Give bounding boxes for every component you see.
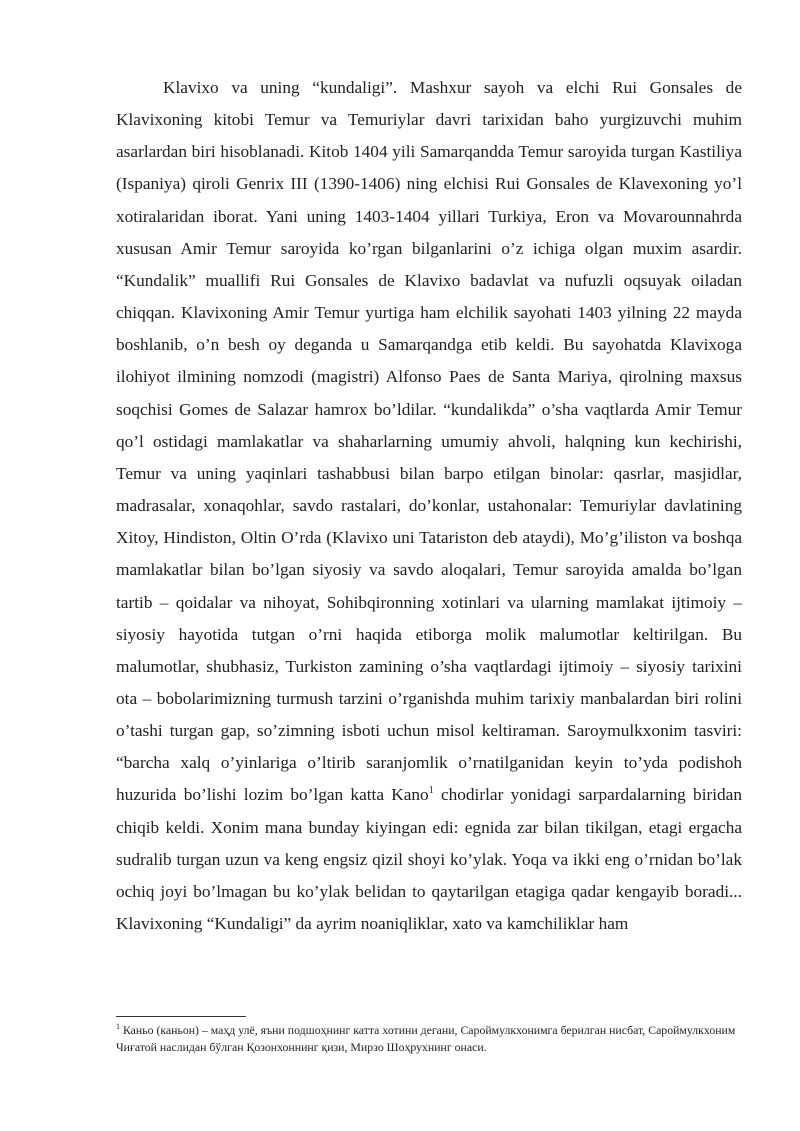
footnote-text: Каньо (каньон) – маҳд улё, яъни подшоҳнинг катта хотини дегани, Сароймулкхонимга берилган нисбат, Сароймулкхоним Чиғатой наслидан бўлган Қозонхоннинг қизи, Мирзо Шоҳрухнинг онаси. xyxy=(116,1023,736,1054)
paragraph-text-part-1: Klavixo va uning “kundaligi”. Mashxur sayoh va elchi Rui Gonsales de Klavixoning kitobi Temur va Temuriylar davri tarixidan baho yurgizuvchi muhim asarlardan biri hisoblanadi. Kitob 1404 yili Samarqandda Temur saroyida turgan Kastiliya (Ispaniya) qiroli Genrix III (1390-1406) ning elchisi Rui Gonsales de Klavexoning yo’l xotiralaridan iborat. Yani uning 1403-1404 yillari Turkiya, Eron va Movarounnahrda xususan Amir Temur saroyida ko’rgan bilganlarini o’z ichiga olgan muxim asardir. “Kundalik” muallifi Rui Gonsales de Klavixo badavlat va nufuzli oqsuyak oiladan chiqqan. Klavixoning Amir Temur yurtiga ham elchilik sayohati 1403 yilning 22 mayda boshlanib, o’n besh oy deganda u Samarqandga etib keldi. Bu sayohatda Klavixoga ilohiyot ilmining nomzodi (magistri) Alfonso Paes de Santa Mariya, qirolning maxsus soqchisi Gomes de Salazar hamrox bo’ldilar. “kundalikda” o’sha vaqtlarda Amir Temur qo’l ostidagi mamlakatlar va shaharlarning umumiy ahvoli, halqning kun kechirishi, Temur va uning yaqinlari tashabbusi bilan barpo etilgan binolar: qasrlar, masjidlar, madrasalar, xonaqohlar, savdo rastalari, do’konlar, ustahonalar: Temuriylar davlatining Xitoy, Hindiston, Oltin O’rda (Klavixo uni Tatariston deb ataydi), Mo’g’iliston va boshqa mamlakatlar bilan bo’lgan siyosiy va savdo aloqalari, Temur saroyida amalda bo’lgan tartib – qoidalar va nihoyat, Sohibqironning xotinlari va ularning mamlakat ijtimoiy – siyosiy hayotida tutgan o’rni haqida etiborga molik malumotlar keltirilgan. Bu malumotlar, shubhasiz, Turkiston zamining o’sha vaqtlardagi ijtimoiy – siyosiy tarixini ota – bobolarimizning turmush tarzini o’rganishda muhim tarixiy manbalardan biri rolini o’tashi turgan gap, so’zimning isboti uchun misol keltiraman. Saroymulkxonim tasviri: “barcha xalq o’yinlariga o’ltirib saranjomlik o’rnatilganidan keyin to’yda podishoh huzurida bo’lishi lozim bo’lgan katta Kano xyxy=(116,78,742,805)
footnote-reference[interactable]: 1 xyxy=(428,785,434,797)
footnote-marker: 1 xyxy=(116,1022,120,1032)
footnote-separator xyxy=(116,1016,246,1017)
main-text-block xyxy=(116,72,742,940)
paragraph-text-part-2: chodirlar yonidagi sarpardalarning biridan chiqib keldi. Xonim mana bunday kiyingan edi: egnida zar bilan tikilgan, etagi ergacha sudralib turgan uzun va keng engsiz qizil shoyi ko’ylak. Yoqa va ikki eng o’rnidan bo’lak ochiq joyi bo’lmagan bu ko’ylak belidan to qaytarilgan etagiga qadar kengayib boradi... Klavixoning “Kundaligi” da ayrim noaniqliklar, xato va kamchiliklar ham xyxy=(116,785,742,934)
footnote xyxy=(116,1022,742,1056)
body-paragraph xyxy=(116,72,742,940)
